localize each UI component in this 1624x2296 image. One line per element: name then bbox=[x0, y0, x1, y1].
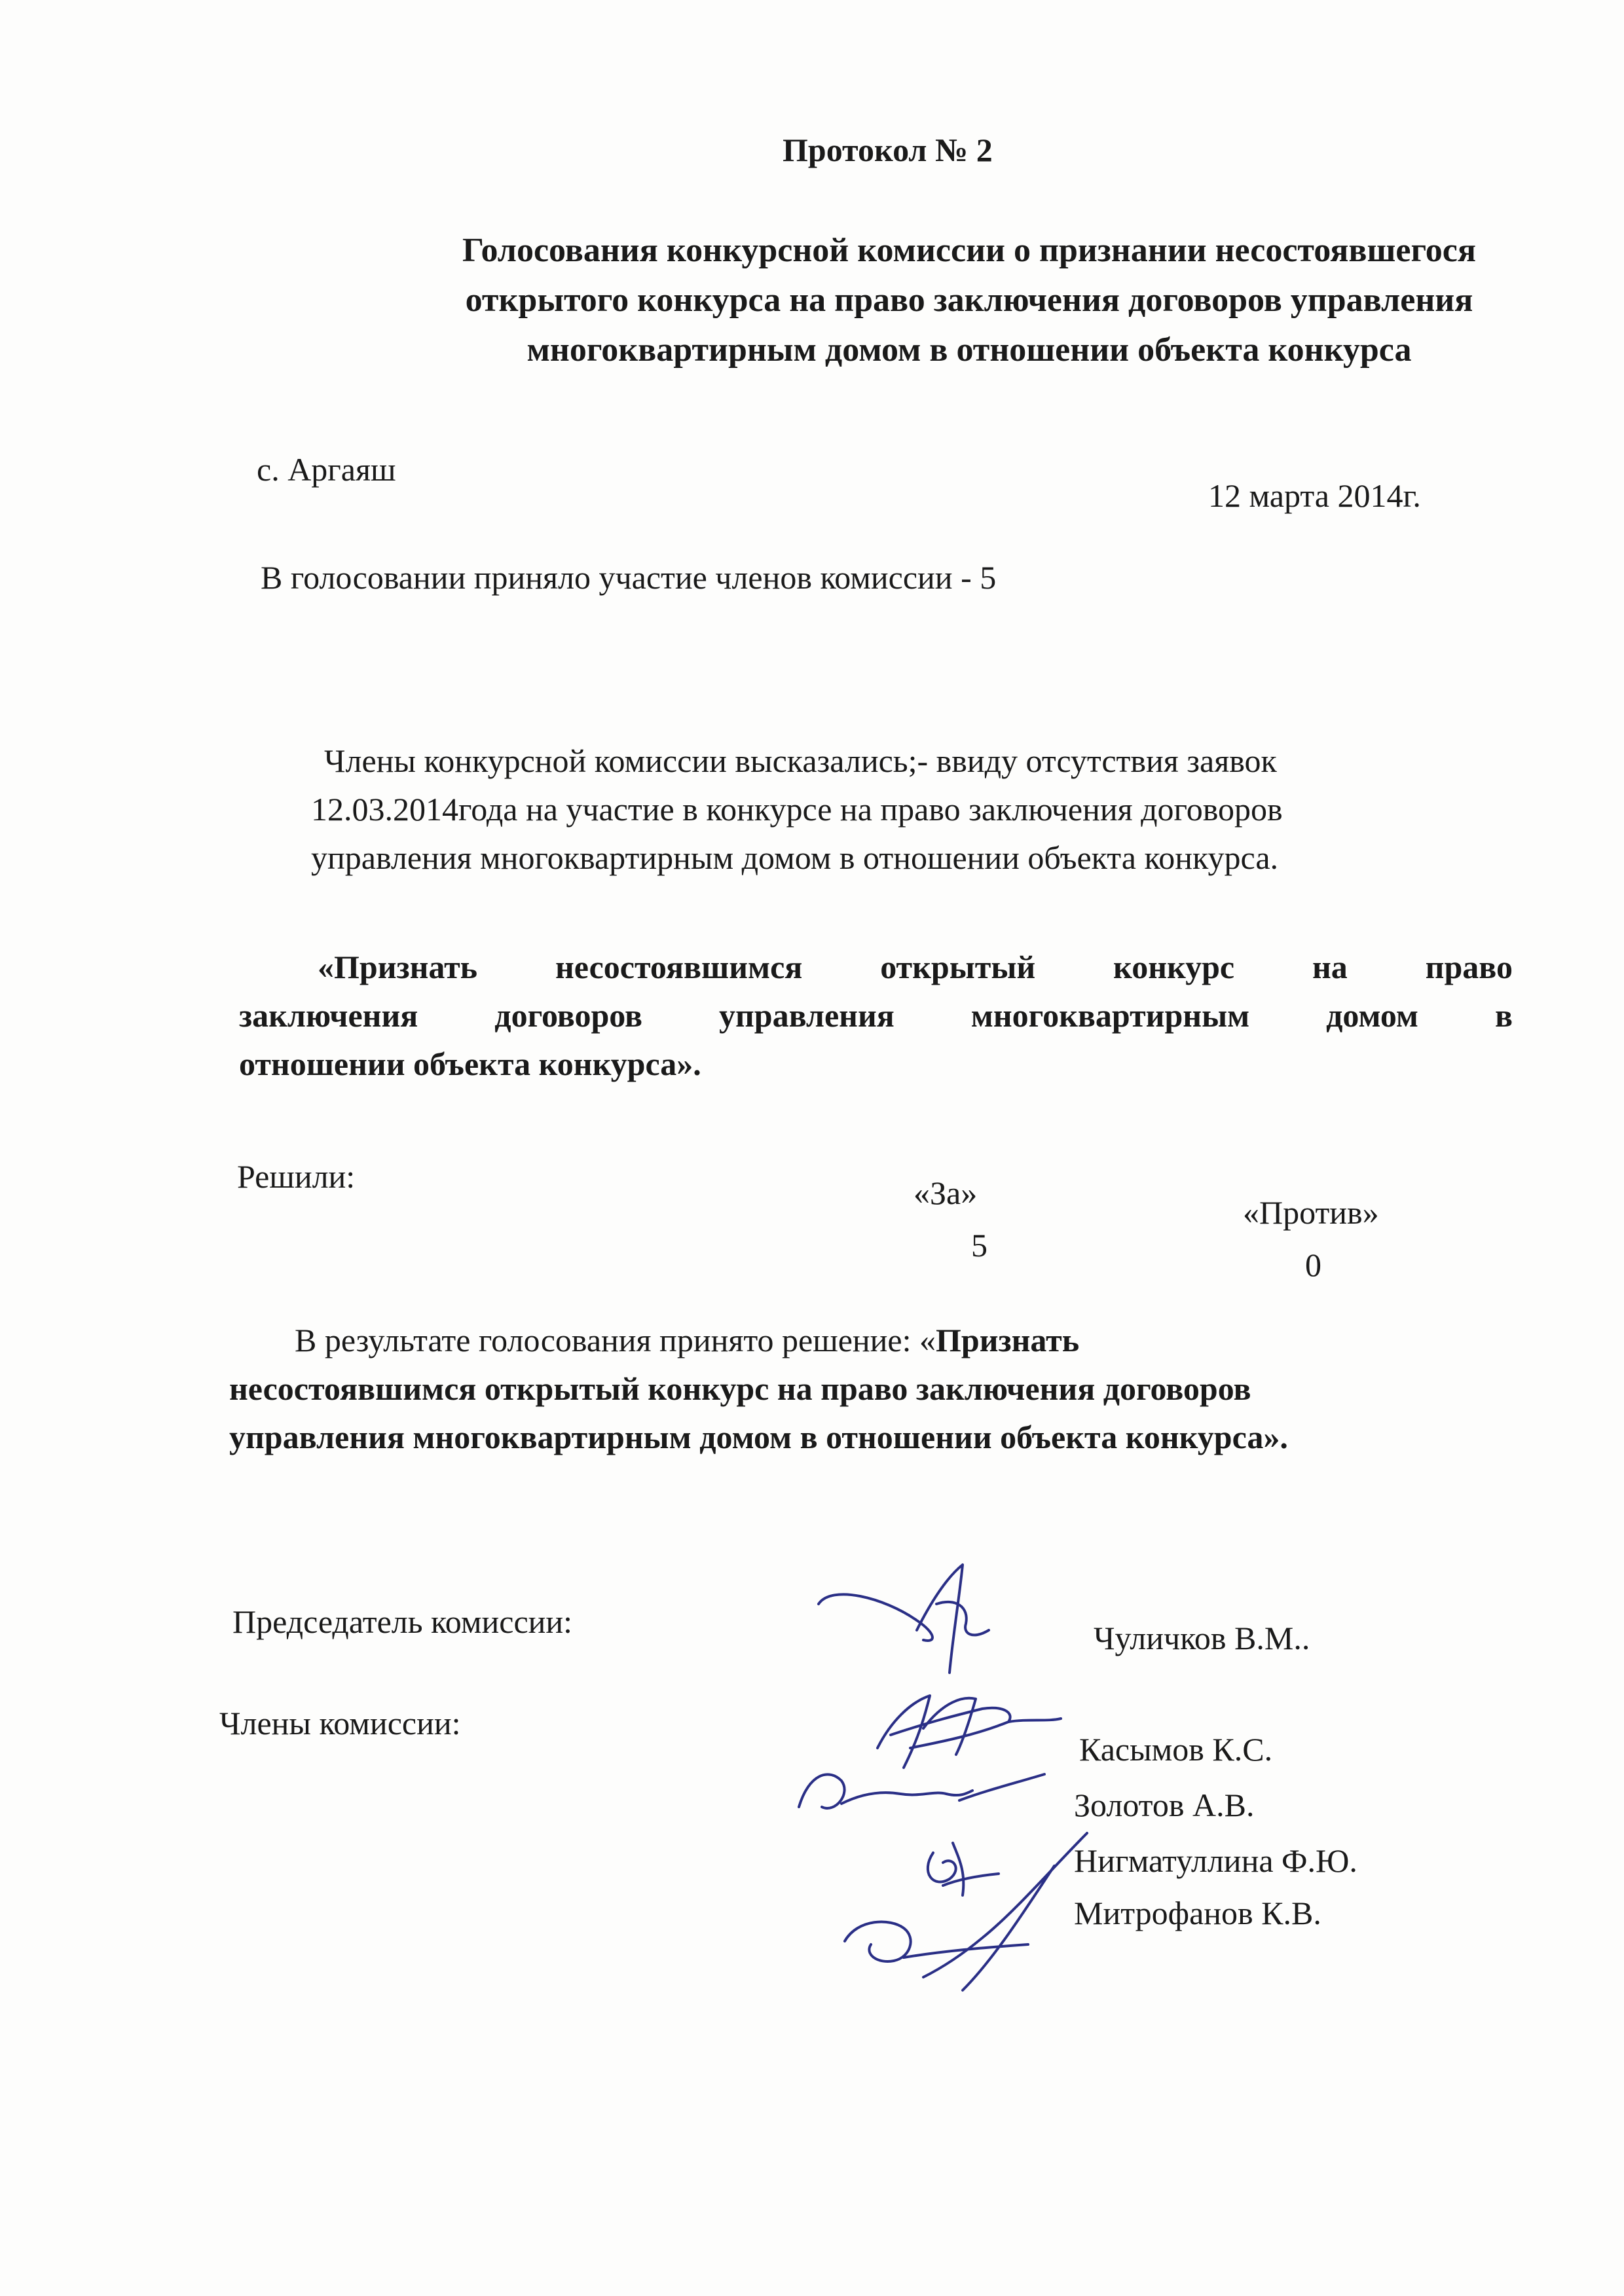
vote-for-count: 5 bbox=[971, 1227, 987, 1264]
proposal-word: на bbox=[1312, 949, 1348, 985]
proposal-word: право bbox=[1425, 949, 1513, 985]
proposal-word: управления bbox=[718, 997, 895, 1034]
result-line bbox=[295, 1316, 1288, 1364]
proposal-word: заключения bbox=[239, 997, 418, 1034]
decided-label: Решили: bbox=[237, 1158, 356, 1195]
heading-line: открытого конкурса на право заключения договоров управления bbox=[465, 282, 1473, 319]
proposal-word: домом bbox=[1326, 997, 1418, 1034]
chairman-label: Председатель комиссии: bbox=[232, 1603, 573, 1640]
result-line: несостоявшимся открытый конкурс на право заключения договоров bbox=[229, 1370, 1251, 1407]
statement-line: 12.03.2014года на участие в конкурсе на право заключения договоров bbox=[311, 791, 1283, 828]
proposal-word: «Признать bbox=[318, 949, 478, 985]
protocol-heading bbox=[380, 226, 1559, 375]
member-signature-zolotov bbox=[789, 1755, 1051, 1827]
result-bold-start: Признать bbox=[936, 1322, 1080, 1358]
statement-line: управления многоквартирным домом в отношении объекта конкурса. bbox=[311, 839, 1279, 876]
member-name: Митрофанов К.В. bbox=[1074, 1895, 1321, 1931]
proposal-line: отношении объекта конкурса». bbox=[239, 1046, 701, 1082]
date: 12 марта 2014г. bbox=[1208, 477, 1421, 514]
chairman-signature bbox=[805, 1558, 1022, 1683]
proposal-paragraph bbox=[239, 943, 1513, 1088]
member-name: Касымов К.С. bbox=[1079, 1731, 1273, 1768]
result-prefix: В результате голосования принято решение: « bbox=[295, 1322, 936, 1358]
member-name: Нигматуллина Ф.Ю. bbox=[1074, 1842, 1357, 1879]
chairman-name: Чуличков В.М.. bbox=[1094, 1620, 1310, 1656]
proposal-word: договоров bbox=[494, 997, 643, 1034]
proposal-word: конкурс bbox=[1113, 949, 1235, 985]
vote-against-count: 0 bbox=[1305, 1247, 1321, 1283]
member-name: Золотов А.В. bbox=[1074, 1787, 1255, 1823]
statement-paragraph bbox=[311, 737, 1283, 882]
statement-line: Члены конкурсной комиссии высказались;- ввиду отсутствия заявок bbox=[324, 742, 1277, 779]
member-signature-mitrofanov bbox=[832, 1827, 1094, 1997]
result-paragraph bbox=[229, 1316, 1288, 1461]
vote-against-label: «Против» bbox=[1243, 1194, 1379, 1231]
proposal-word: открытый bbox=[880, 949, 1036, 985]
proposal-line bbox=[239, 991, 1513, 1040]
result-line: управления многоквартирным домом в отношении объекта конкурса». bbox=[229, 1419, 1288, 1455]
protocol-title: Протокол № 2 bbox=[783, 132, 993, 168]
proposal-word: в bbox=[1494, 997, 1513, 1034]
heading-line: Голосования конкурсной комиссии о признании несостоявшегося bbox=[462, 232, 1477, 269]
proposal-word: несостоявшимся bbox=[555, 949, 803, 985]
place: с. Аргаяш bbox=[257, 451, 396, 488]
heading-line: многоквартирным домом в отношении объекта конкурса bbox=[526, 331, 1412, 369]
participation-text: В голосовании приняло участие членов комиссии - 5 bbox=[261, 559, 997, 596]
members-label: Члены комиссии: bbox=[219, 1705, 461, 1741]
proposal-line bbox=[318, 943, 1513, 991]
vote-for-label: «За» bbox=[913, 1175, 978, 1211]
proposal-word: многоквартирным bbox=[970, 997, 1250, 1034]
